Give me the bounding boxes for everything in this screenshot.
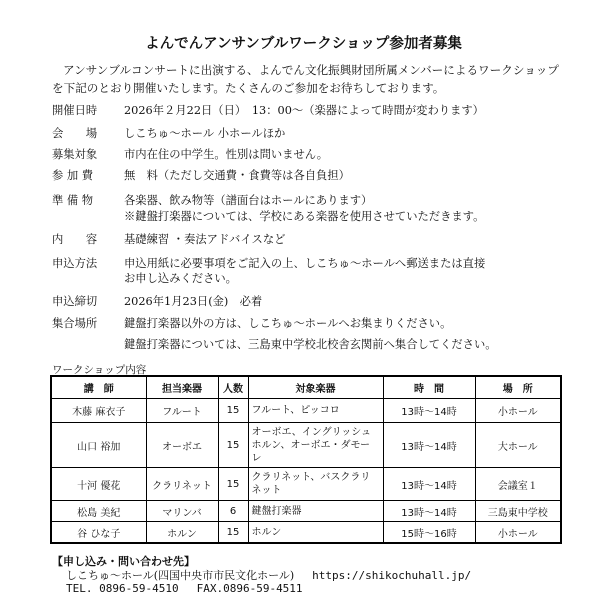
table-row — [51, 399, 561, 423]
table-header-row — [51, 376, 561, 399]
cell-target: フルート、ピッコロ — [248, 399, 383, 423]
cell-target: クラリネット、バスクラリネット — [248, 468, 383, 501]
header-target: 対象楽器 — [248, 376, 383, 399]
detail-label: 参 加 費 — [52, 169, 94, 182]
cell-time: 13時～14時 — [383, 423, 475, 468]
cell-teacher: 十河 優花 — [51, 468, 146, 501]
contact-url[interactable]: https://shikochuhall.jp/ — [312, 568, 472, 582]
detail-value-note: ※鍵盤打楽器については、学校にある楽器を使用させていただきます。 — [124, 210, 485, 223]
workshop-table — [50, 375, 562, 544]
detail-value-note: 鍵盤打楽器については、三島東中学校北校舎玄関前へ集合してください。 — [124, 338, 497, 351]
detail-label: 募集対象 — [52, 148, 98, 161]
detail-label: 開催日時 — [52, 104, 98, 117]
header-instrument: 担当楽器 — [146, 376, 218, 399]
cell-time: 15時～16時 — [383, 522, 475, 544]
detail-label: 申込方法 — [52, 257, 98, 270]
detail-label: 集合場所 — [52, 317, 98, 330]
header-teacher: 講 師 — [51, 376, 146, 399]
cell-place: 小ホール — [475, 522, 561, 544]
table-row — [51, 501, 561, 522]
contact-org: しこちゅ～ホール(四国中央市市民文化ホール) — [66, 568, 295, 582]
page-title: よんでんアンサンブルワークショップ参加者募集 — [145, 36, 462, 52]
cell-instrument: フルート — [146, 399, 218, 423]
contact-heading: 【申し込み・問い合わせ先】 — [52, 555, 195, 568]
contact-block — [52, 555, 471, 596]
contact-tel: TEL. 0896-59-4510 — [66, 582, 179, 595]
detail-value: 無 料（ただし交通費・食費等は各自負担） — [124, 169, 350, 182]
cell-target: オーボエ、イングリッシュホルン、オーボエ・ダモーレ — [248, 423, 383, 468]
cell-teacher: 木藤 麻衣子 — [51, 399, 146, 423]
cell-count: 15 — [218, 423, 248, 468]
cell-time: 13時～14時 — [383, 399, 475, 423]
detail-value: 基礎練習 ・奏法アドバイスなど — [124, 233, 286, 246]
detail-value: 2026年２月22日（日） 13：00～（楽器によって時間が変わります） — [124, 104, 484, 117]
table-row — [51, 468, 561, 501]
cell-teacher: 松島 美紀 — [51, 501, 146, 522]
cell-place: 三島東中学校 — [475, 501, 561, 522]
detail-value: 各楽器、飲み物等（譜面台はホールにあります） — [124, 194, 373, 207]
cell-target: ホルン — [248, 522, 383, 544]
cell-instrument: マリンバ — [146, 501, 218, 522]
detail-value-note: お申し込みください。 — [124, 272, 237, 285]
cell-place: 小ホール — [475, 399, 561, 423]
cell-instrument: オーボエ — [146, 423, 218, 468]
table-caption: ワークショップ内容 — [52, 364, 147, 376]
detail-label: 会 場 — [52, 127, 98, 140]
detail-value: 市内在住の中学生。性別は問いません。 — [124, 148, 329, 161]
cell-count: 15 — [218, 468, 248, 501]
cell-time: 13時～14時 — [383, 501, 475, 522]
table-row — [51, 522, 561, 544]
intro-paragraph: アンサンブルコンサートに出演する、よんでん文化振興財団所属メンバーによるワークショップを下記のとおり開催いたします。たくさんのご参加をお待ちしております。 — [52, 63, 559, 95]
cell-teacher: 山口 裕加 — [51, 423, 146, 468]
detail-label: 内 容 — [52, 233, 98, 246]
detail-label: 申込締切 — [52, 295, 98, 308]
header-count: 人数 — [218, 376, 248, 399]
cell-count: 15 — [218, 399, 248, 423]
detail-value: 申込用紙に必要事項をご記入の上、しこちゅ～ホールへ郵送または直接 — [124, 257, 486, 270]
contact-fax: FAX.0896-59-4511 — [196, 582, 303, 595]
header-place: 場 所 — [475, 376, 561, 399]
detail-value: 鍵盤打楽器以外の方は、しこちゅ～ホールへお集まりください。 — [124, 317, 452, 330]
detail-value: しこちゅ～ホール 小ホールほか — [124, 127, 286, 140]
cell-instrument: クラリネット — [146, 468, 218, 501]
cell-count: 15 — [218, 522, 248, 544]
header-time: 時 間 — [383, 376, 475, 399]
cell-count: 6 — [218, 501, 248, 522]
cell-place: 会議室１ — [475, 468, 561, 501]
detail-label: 準 備 物 — [52, 194, 94, 207]
cell-place: 大ホール — [475, 423, 561, 468]
cell-instrument: ホルン — [146, 522, 218, 544]
detail-value: 2026年1月23日(金) 必着 — [124, 295, 263, 308]
cell-teacher: 谷 ひな子 — [51, 522, 146, 544]
cell-time: 13時～14時 — [383, 468, 475, 501]
contact-org-line — [52, 569, 471, 583]
contact-phone-line — [52, 582, 471, 596]
cell-target: 鍵盤打楽器 — [248, 501, 383, 522]
table-row — [51, 423, 561, 468]
